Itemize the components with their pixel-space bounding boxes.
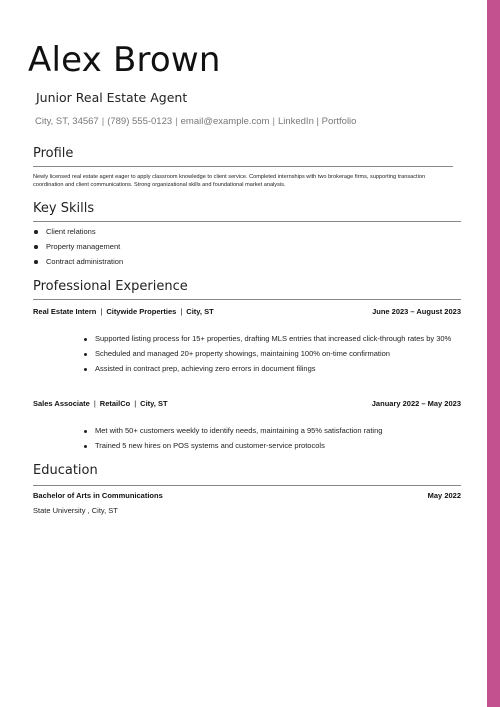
job-location: City, ST (186, 307, 214, 316)
contact-links[interactable]: LinkedIn | Portfolio (277, 116, 357, 127)
job-bullet: Assisted in contract prep, achieving zero errors in document filings (83, 364, 458, 375)
section-divider (33, 221, 461, 222)
job-role: Sales Associate (33, 399, 90, 408)
job-separator: | (100, 307, 103, 316)
job-bullet: Scheduled and managed 20+ property showings, maintaining 100% on-time confirmation (83, 349, 458, 360)
job-role: Real Estate Intern (33, 307, 97, 316)
candidate-title: Junior Real Estate Agent (36, 90, 188, 105)
job-bullets (83, 334, 458, 379)
job-separator: | (180, 307, 183, 316)
skills-heading: Key Skills (33, 201, 95, 216)
job-bullets (83, 426, 458, 456)
skill-item: Client relations (33, 226, 123, 241)
experience-heading: Professional Experience (33, 279, 188, 294)
job-header (33, 399, 461, 411)
contact-separator: | (272, 116, 275, 127)
job-bullet: Met with 50+ customers weekly to identify needs, maintaining a 95% satisfaction rating (83, 426, 458, 437)
contact-email[interactable]: email@example.com (180, 116, 270, 127)
job-company: RetailCo (99, 399, 131, 408)
education-heading: Education (33, 463, 98, 478)
job-separator: | (134, 399, 137, 408)
job-header (33, 307, 461, 319)
job-separator: | (93, 399, 96, 408)
section-divider (33, 485, 461, 486)
education-school-location: State University , City, ST (33, 506, 118, 515)
job-location: City, ST (140, 399, 168, 408)
education-date: May 2022 (427, 491, 461, 500)
contact-line (35, 116, 356, 127)
contact-address: City, ST, 34567 (35, 116, 99, 127)
section-divider (33, 299, 461, 300)
skills-list (33, 226, 123, 271)
skill-item: Contract administration (33, 256, 123, 271)
profile-summary: Newly licensed real estate agent eager to apply classroom knowledge to client service. Completed internships with two brokerage firms, supporting transaction coordination and client communications. Strong organizational skills and foundational market analysis. (33, 174, 426, 189)
job-dates: June 2023 – August 2023 (372, 307, 461, 316)
accent-sidebar-bar (487, 0, 500, 707)
job-dates: January 2022 – May 2023 (371, 399, 461, 408)
contact-separator: | (101, 116, 105, 127)
contact-separator: | (175, 116, 178, 127)
education-degree: Bachelor of Arts in Communications (33, 491, 163, 500)
education-header (33, 491, 461, 503)
contact-phone: (789) 555-0123 (107, 116, 173, 127)
job-bullet: Trained 5 new hires on POS systems and customer-service protocols (83, 441, 458, 452)
job-bullet: Supported listing process for 15+ properties, drafting MLS entries that increased click-through rates by 30% (83, 334, 458, 345)
profile-heading: Profile (33, 146, 74, 161)
skill-item: Property management (33, 241, 123, 256)
section-divider (33, 166, 453, 167)
job-company: Citywide Properties (106, 307, 177, 316)
candidate-name: Alex Brown (28, 40, 221, 80)
